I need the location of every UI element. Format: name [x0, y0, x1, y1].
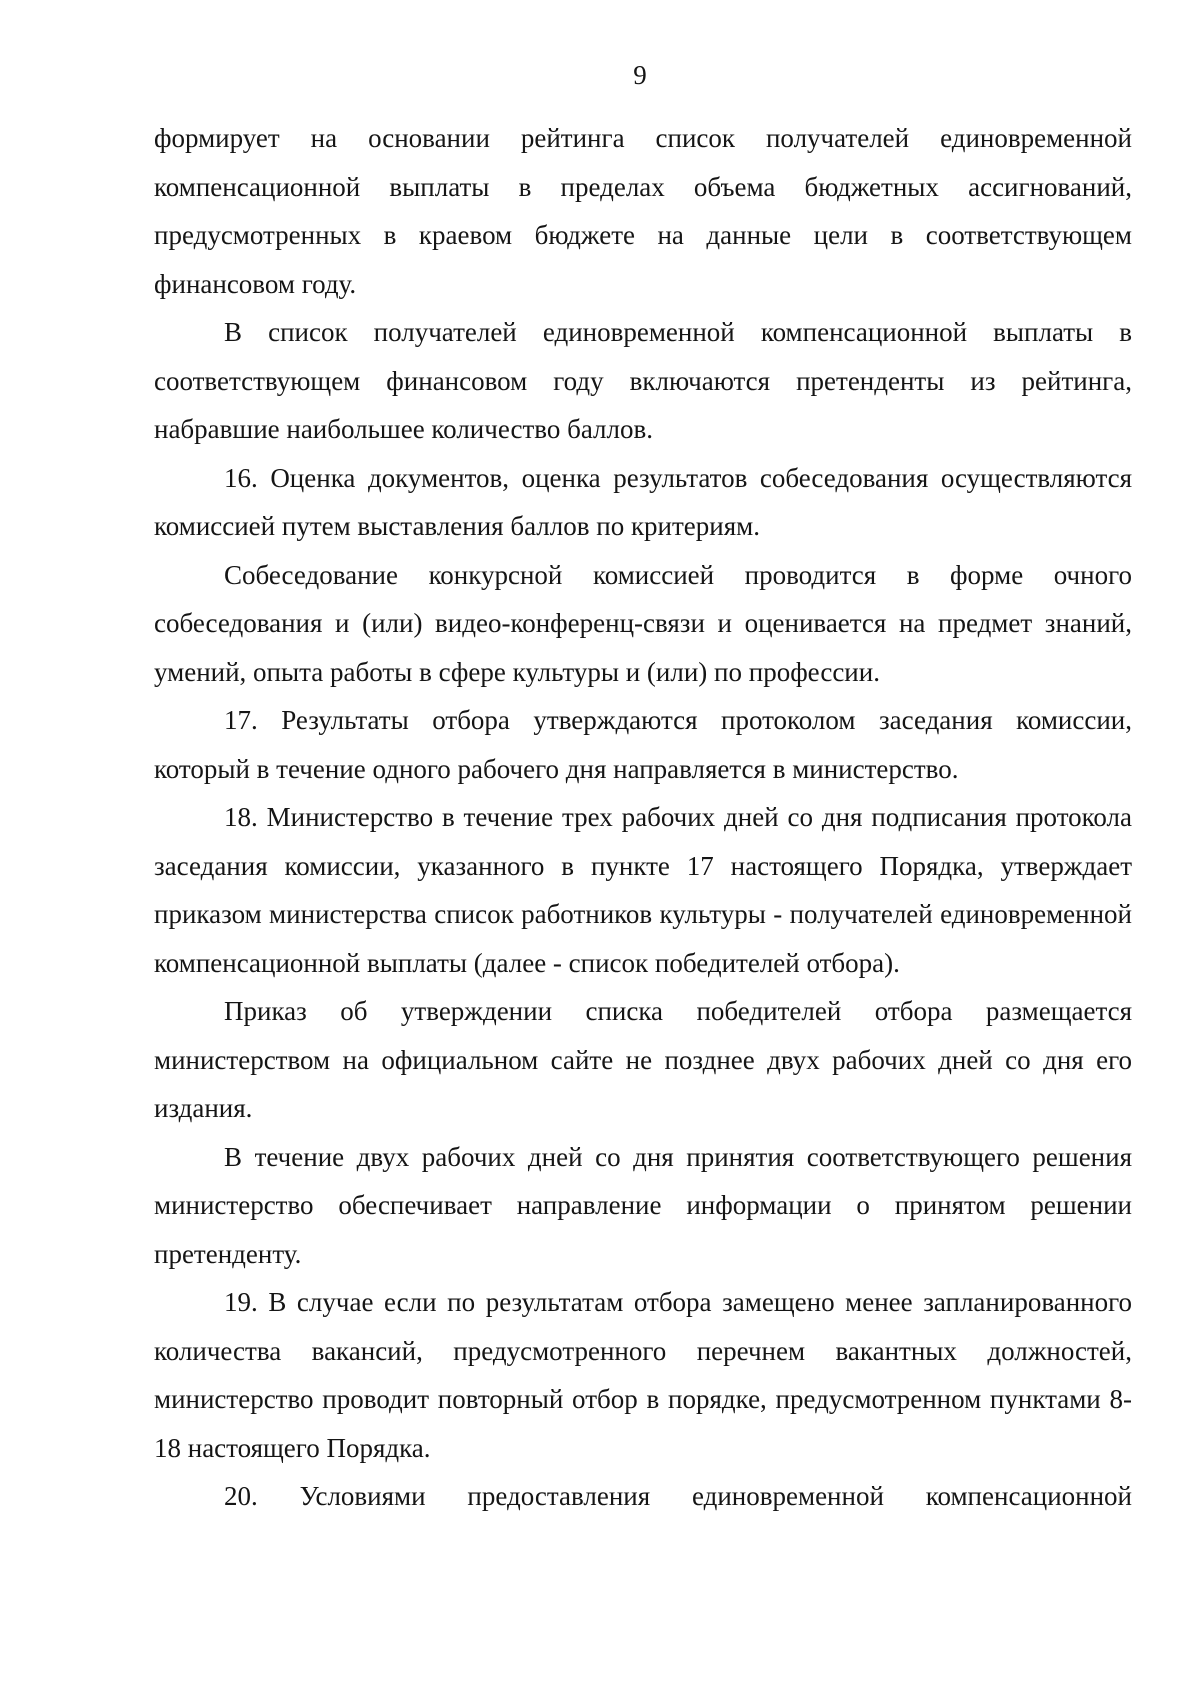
document-body: [154, 114, 1132, 1521]
paragraph-order-publication: Приказ об утверждении списка победителей отбора размещается министерством на официальном сайте не позднее двух рабочих дней со дня его издания.: [154, 996, 1132, 1123]
paragraph-notification: В течение двух рабочих дней со дня принятия соответствующего решения министерство обеспечивает направление информации о принятом решении претенденту.: [154, 1141, 1132, 1269]
paragraph-continuation: формирует на основании рейтинга список получателей единовременной компенсационной выплаты в пределах объема бюджетных ассигнований, предусмотренных в краевом бюджете на данные цели в соответствующем финансовом году.: [154, 123, 1132, 299]
paragraph-item-18: 18. Министерство в течение трех рабочих дней со дня подписания протокола заседания комиссии, указанного в пункте 17 настоящего Порядка, утверждает приказом министерства список работников культуры - получателей единовременной компенсационной выплаты (далее - список победителей отбора).: [154, 802, 1132, 978]
paragraph-interview: Собеседование конкурсной комиссией проводится в форме очного собеседования и (или) видео-конференц-связи и оценивается на предмет знаний, умений, опыта работы в сфере культуры и (или) по профессии.: [154, 559, 1132, 687]
paragraph-item-20: 20. Условиями предоставления единовременной компенсационной: [224, 1481, 1132, 1511]
paragraph-item-19: 19. В случае если по результатам отбора замещено менее запланированного количества вакансий, предусмотренного перечнем вакантных должностей, министерство проводит повторный отбор в порядке, предусмотренном пунктами 8-18 настоящего Порядка.: [154, 1287, 1132, 1463]
paragraph-recipients-list: В список получателей единовременной компенсационной выплаты в соответствующем финансовом году включаются претенденты из рейтинга, набравшие наибольшее количество баллов.: [154, 317, 1132, 444]
paragraph-item-17: 17. Результаты отбора утверждаются протоколом заседания комиссии, который в течение одного рабочего дня направляется в министерство.: [154, 705, 1132, 784]
paragraph-item-16: 16. Оценка документов, оценка результатов собеседования осуществляются комиссией путем выставления баллов по критериям.: [154, 462, 1132, 541]
page-number: 9: [633, 60, 647, 90]
